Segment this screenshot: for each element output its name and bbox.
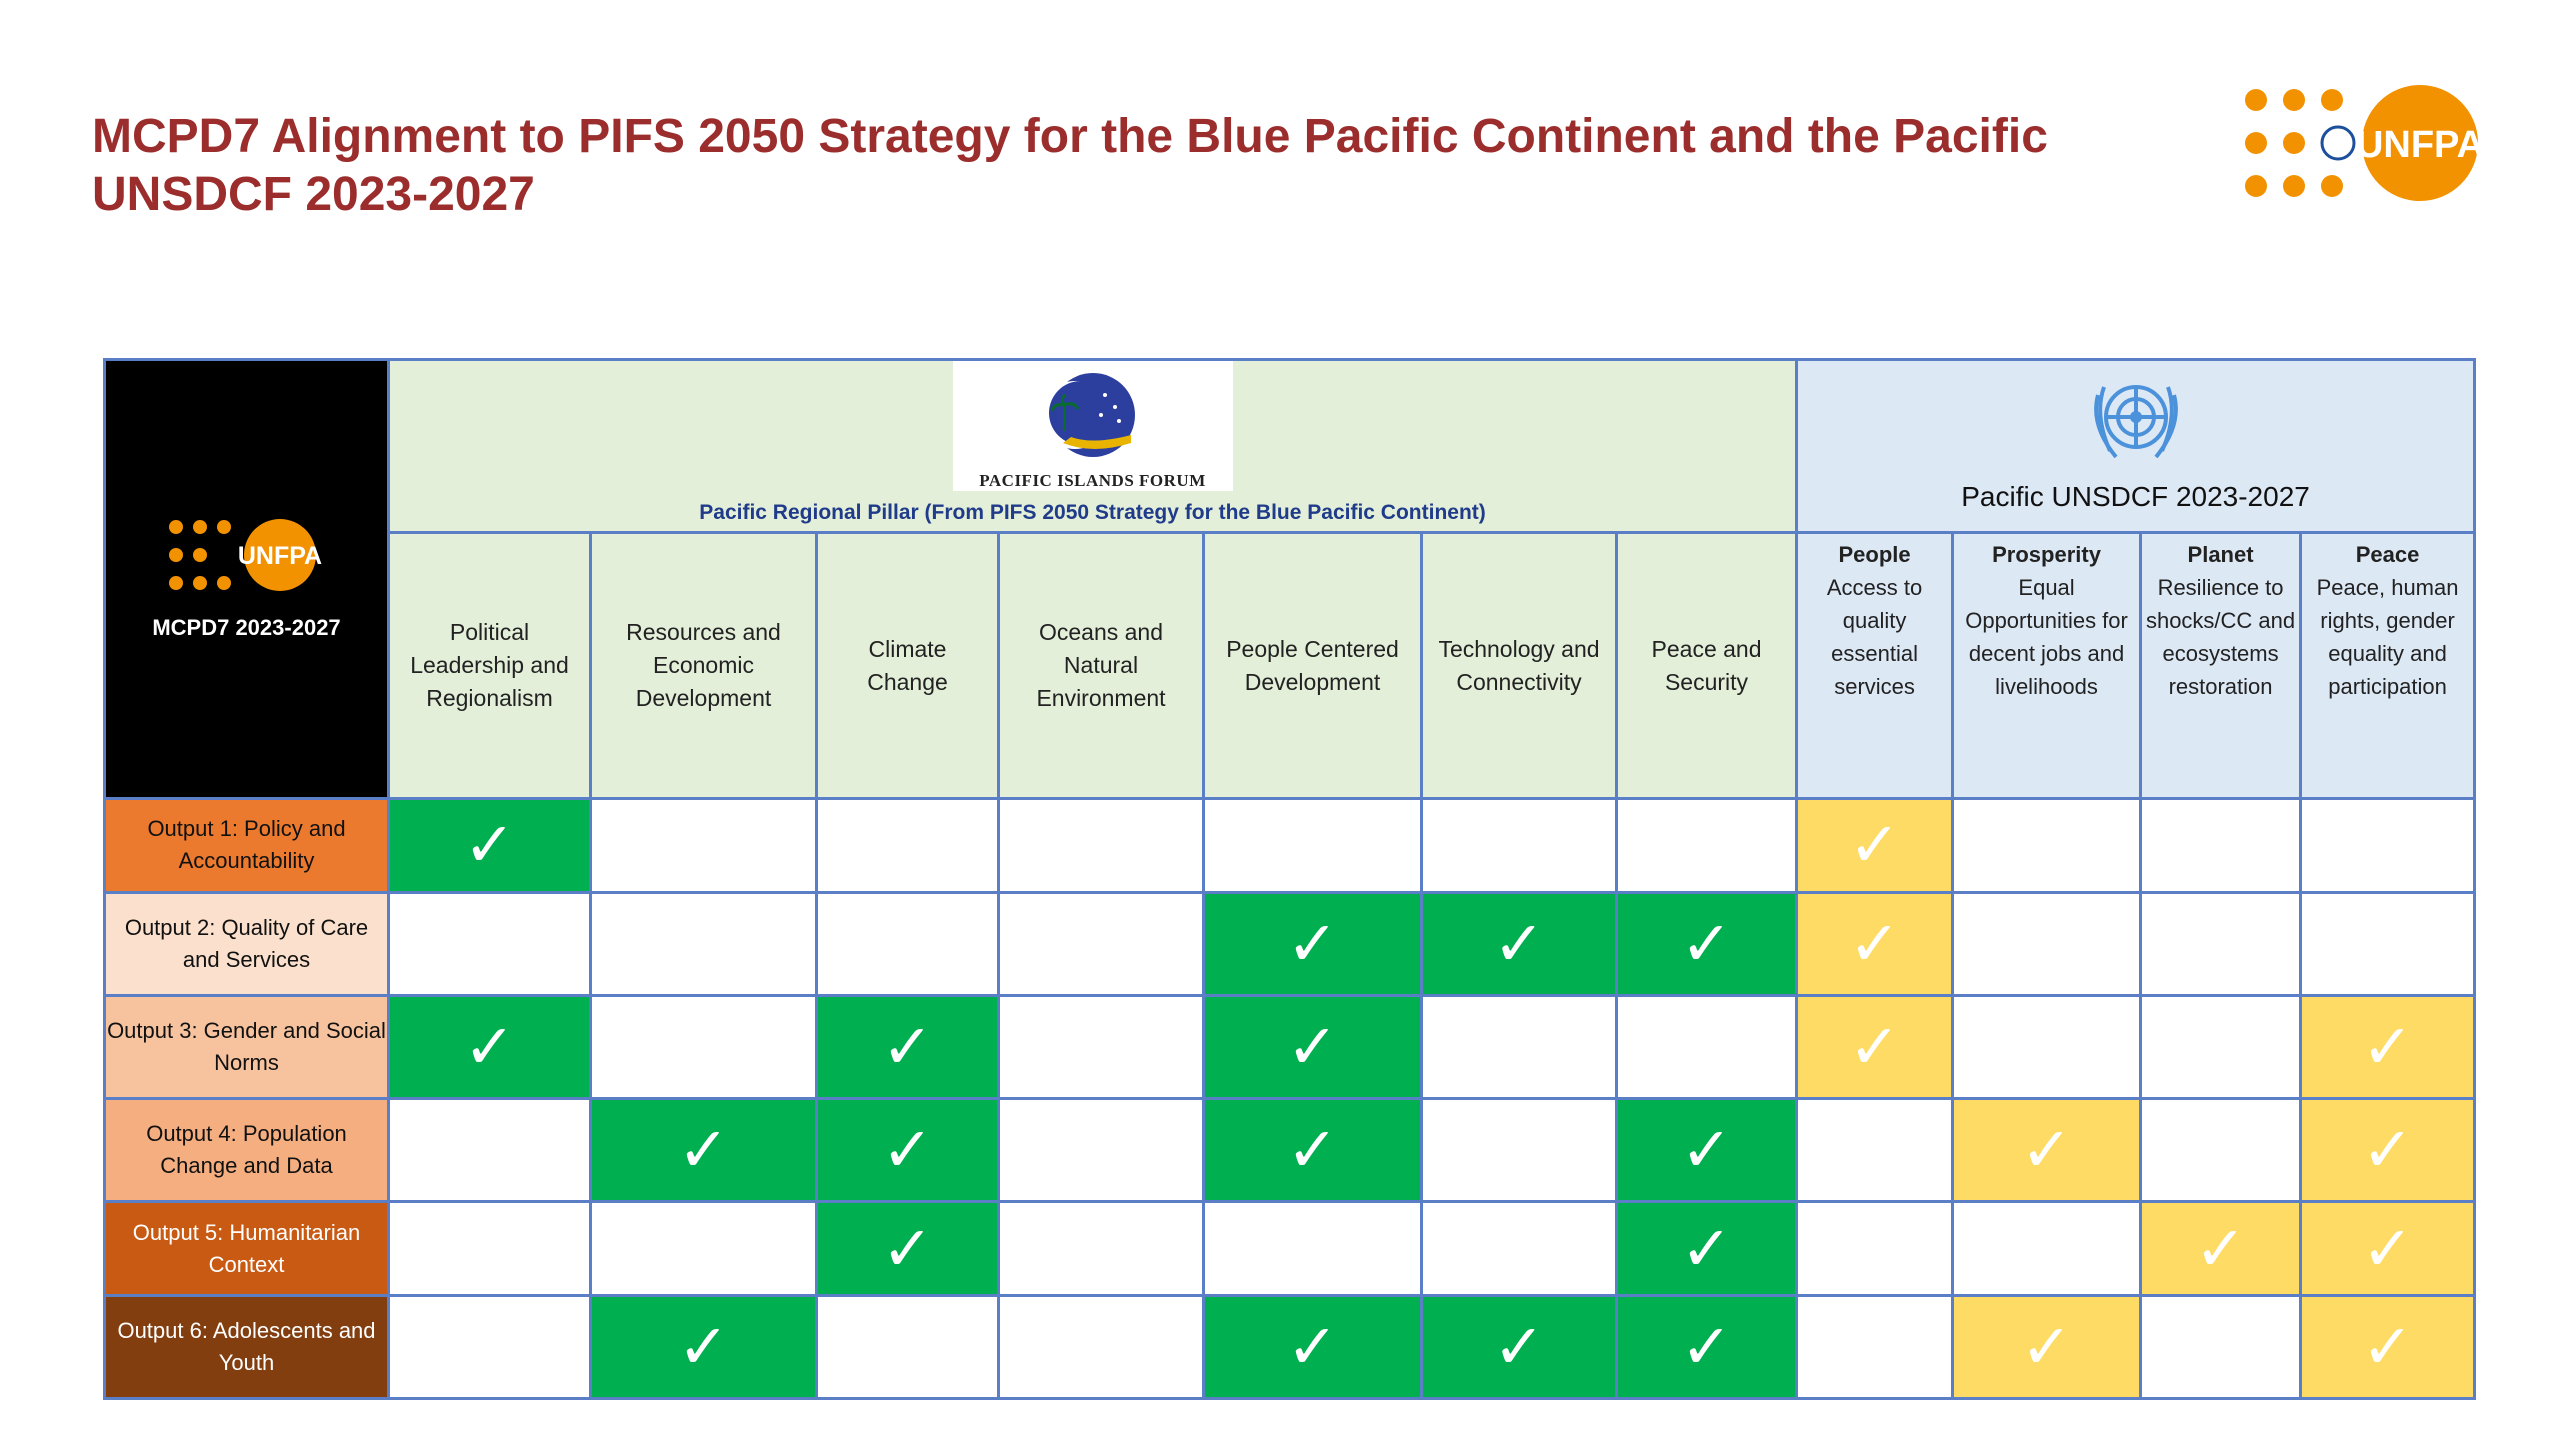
pifs-alignment-cell: [1617, 995, 1797, 1098]
check-icon: ✓: [1286, 906, 1339, 980]
pifs-pillar-header: Resources and Economic Development: [591, 533, 817, 799]
unfpa-small-logo: [162, 517, 332, 607]
check-icon: ✓: [677, 1113, 730, 1187]
output-row: [105, 1202, 2475, 1295]
pifs-alignment-cell: [1204, 892, 1422, 995]
pifs-alignment-cell: [591, 892, 817, 995]
un-alignment-cell: [1797, 995, 1953, 1098]
pifs-alignment-cell: [1617, 1295, 1797, 1398]
check-icon: ✓: [1680, 1113, 1733, 1187]
pifs-alignment-cell: [1204, 1099, 1422, 1202]
page-title: MCPD7 Alignment to PIFS 2050 Strategy for the Blue Pacific Continent and the Pacific UNSDCF 2023-2027: [92, 110, 2048, 221]
check-icon: ✓: [1848, 808, 1901, 882]
pifs-alignment-cell: [389, 1295, 591, 1398]
un-alignment-cell: [2301, 1202, 2475, 1295]
pifs-pillar-header: Oceans and Natural Environment: [999, 533, 1204, 799]
pifs-alignment-cell: [817, 1295, 999, 1398]
un-pillar-title: Prosperity: [1992, 542, 2101, 568]
un-alignment-cell: [1953, 995, 2141, 1098]
un-pillar-title: Planet: [2187, 542, 2254, 568]
un-pillar-header: [2141, 533, 2301, 799]
check-icon: ✓: [2194, 1211, 2247, 1285]
pifs-alignment-cell: [389, 892, 591, 995]
un-alignment-cell: [2141, 1099, 2301, 1202]
un-alignment-cell: [2141, 892, 2301, 995]
pifs-alignment-cell: [591, 995, 817, 1098]
pifs-alignment-cell: [1422, 995, 1617, 1098]
pifs-alignment-cell: [999, 995, 1204, 1098]
check-icon: ✓: [2020, 1309, 2073, 1383]
pifs-alignment-cell: [817, 1202, 999, 1295]
un-alignment-cell: [2301, 799, 2475, 892]
check-icon: ✓: [881, 1113, 934, 1187]
pifs-pillar-header: Peace and Security: [1617, 533, 1797, 799]
pifs-caption: Pacific Regional Pillar (From PIFS 2050 Strategy for the Blue Pacific Continent): [699, 501, 1486, 525]
un-alignment-cell: [2141, 799, 2301, 892]
pifs-alignment-cell: [1422, 1099, 1617, 1202]
pifs-alignment-cell: [817, 995, 999, 1098]
pifs-alignment-cell: [999, 799, 1204, 892]
pifs-pillar-header: People Centered Development: [1204, 533, 1422, 799]
check-icon: ✓: [881, 1009, 934, 1083]
pifs-alignment-cell: [1617, 1202, 1797, 1295]
unfpa-logo-text: UNFPA: [2355, 124, 2485, 166]
pifs-alignment-cell: [1422, 1202, 1617, 1295]
pifs-alignment-cell: [1422, 892, 1617, 995]
output-row: [105, 1295, 2475, 1398]
output-row: [105, 1099, 2475, 1202]
pifs-alignment-cell: [1617, 892, 1797, 995]
check-icon: ✓: [1848, 1009, 1901, 1083]
un-pillar-description: Resilience to shocks/CC and ecosystems restoration: [2145, 575, 2296, 700]
un-alignment-cell: [2141, 995, 2301, 1098]
pifs-alignment-cell: [817, 892, 999, 995]
pifs-alignment-cell: [389, 995, 591, 1098]
check-icon: ✓: [1286, 1309, 1339, 1383]
un-alignment-cell: [1797, 1295, 1953, 1398]
un-pillar-header: [1797, 533, 1953, 799]
un-pillar-header: [2301, 533, 2475, 799]
pifs-logo: [953, 361, 1233, 491]
check-icon: ✓: [2361, 1009, 2414, 1083]
pifs-logo-name: PACIFIC ISLANDS FORUM: [979, 471, 1206, 490]
check-icon: ✓: [1680, 1309, 1733, 1383]
output-row: [105, 892, 2475, 995]
un-alignment-cell: [2301, 892, 2475, 995]
un-pillar-title: Peace: [2355, 542, 2420, 568]
check-icon: ✓: [2361, 1113, 2414, 1187]
pifs-alignment-cell: [389, 1202, 591, 1295]
output-row: [105, 799, 2475, 892]
pifs-alignment-cell: [1204, 799, 1422, 892]
check-icon: ✓: [1680, 906, 1733, 980]
pifs-pillar-header: Technology and Connectivity: [1422, 533, 1617, 799]
check-icon: ✓: [2361, 1309, 2414, 1383]
pifs-alignment-cell: [389, 1099, 591, 1202]
unfpa-small-logo-text: UNFPA: [237, 542, 322, 571]
pifs-alignment-cell: [591, 1202, 817, 1295]
pifs-alignment-cell: [591, 1295, 817, 1398]
pifs-alignment-cell: [999, 1295, 1204, 1398]
un-alignment-cell: [1953, 1295, 2141, 1398]
check-icon: ✓: [463, 1009, 516, 1083]
un-emblem-icon: [2076, 365, 2196, 475]
check-icon: ✓: [881, 1211, 934, 1285]
pifs-alignment-cell: [1204, 1202, 1422, 1295]
un-alignment-cell: [1797, 892, 1953, 995]
check-icon: ✓: [2361, 1211, 2414, 1285]
pifs-alignment-cell: [999, 1202, 1204, 1295]
pifs-alignment-cell: [1422, 1295, 1617, 1398]
check-icon: ✓: [2020, 1113, 2073, 1187]
pifs-alignment-cell: [999, 892, 1204, 995]
mcpd7-corner-cell: [105, 360, 389, 799]
mcpd7-corner-label: MCPD7 2023-2027: [152, 615, 341, 641]
un-alignment-cell: [1953, 1099, 2141, 1202]
output-label: Output 3: Gender and Social Norms: [105, 995, 389, 1098]
un-alignment-cell: [1953, 892, 2141, 995]
pifs-emblem-icon: [1043, 365, 1143, 465]
check-icon: ✓: [1493, 906, 1545, 980]
un-header: [1797, 360, 2475, 533]
output-label: Output 1: Policy and Accountability: [105, 799, 389, 892]
un-caption: Pacific UNSDCF 2023-2027: [1961, 481, 2310, 513]
un-alignment-cell: [1953, 799, 2141, 892]
pifs-alignment-cell: [389, 799, 591, 892]
un-alignment-cell: [2301, 1295, 2475, 1398]
output-label: Output 6: Adolescents and Youth: [105, 1295, 389, 1398]
check-icon: ✓: [1680, 1211, 1733, 1285]
unfpa-logo: [2228, 80, 2488, 210]
pifs-alignment-cell: [999, 1099, 1204, 1202]
pifs-alignment-cell: [1617, 799, 1797, 892]
un-pillar-title: People: [1838, 542, 1911, 568]
pifs-alignment-cell: [1617, 1099, 1797, 1202]
un-alignment-cell: [2301, 995, 2475, 1098]
un-pillar-description: Equal Opportunities for decent jobs and livelihoods: [1965, 575, 2128, 700]
pifs-alignment-cell: [591, 799, 817, 892]
un-alignment-cell: [1953, 1202, 2141, 1295]
un-alignment-cell: [1797, 1202, 1953, 1295]
check-icon: ✓: [1493, 1309, 1545, 1383]
check-icon: ✓: [1286, 1009, 1339, 1083]
pifs-header: [389, 360, 1797, 533]
pifs-pillar-header: Climate Change: [817, 533, 999, 799]
check-icon: ✓: [1848, 906, 1901, 980]
alignment-matrix: [103, 358, 2476, 1400]
pifs-alignment-cell: [1204, 995, 1422, 1098]
un-pillar-description: Peace, human rights, gender equality and participation: [2316, 575, 2459, 700]
output-label: Output 5: Humanitarian Context: [105, 1202, 389, 1295]
output-label: Output 4: Population Change and Data: [105, 1099, 389, 1202]
check-icon: ✓: [1286, 1113, 1339, 1187]
un-alignment-cell: [2141, 1202, 2301, 1295]
un-alignment-cell: [1797, 799, 1953, 892]
pifs-alignment-cell: [1204, 1295, 1422, 1398]
un-pillar-header: [1953, 533, 2141, 799]
un-pillar-description: Access to quality essential services: [1826, 575, 1923, 700]
un-alignment-cell: [2141, 1295, 2301, 1398]
pifs-alignment-cell: [591, 1099, 817, 1202]
pifs-alignment-cell: [817, 1099, 999, 1202]
check-icon: ✓: [463, 808, 516, 882]
check-icon: ✓: [677, 1309, 730, 1383]
pifs-alignment-cell: [817, 799, 999, 892]
un-alignment-cell: [2301, 1099, 2475, 1202]
pifs-pillar-header: Political Leadership and Regionalism: [389, 533, 591, 799]
un-alignment-cell: [1797, 1099, 1953, 1202]
output-row: [105, 995, 2475, 1098]
pifs-alignment-cell: [1422, 799, 1617, 892]
output-label: Output 2: Quality of Care and Services: [105, 892, 389, 995]
